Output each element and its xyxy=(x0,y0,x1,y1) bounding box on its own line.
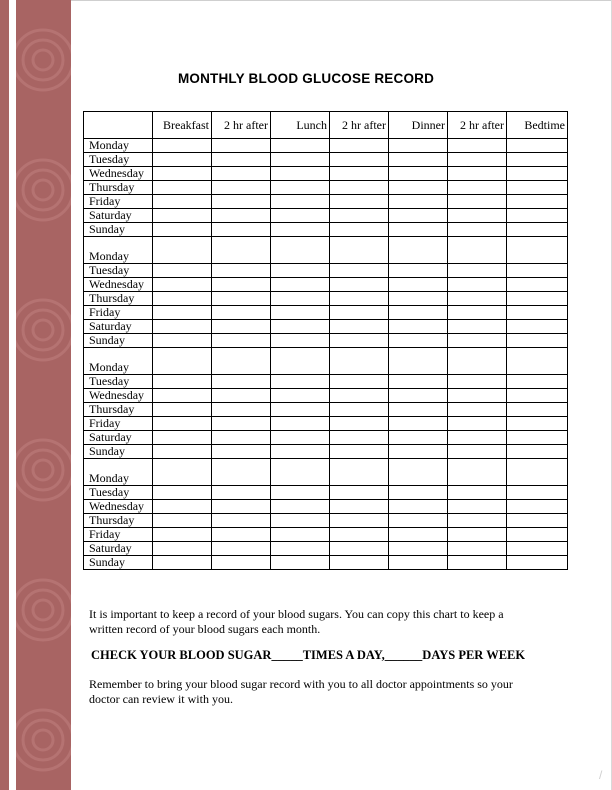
day-label: Thursday xyxy=(84,514,153,528)
entry-cell xyxy=(507,459,568,486)
column-header-dinner: Dinner xyxy=(389,112,448,139)
entry-cell xyxy=(330,306,389,320)
table-row xyxy=(84,237,568,264)
entry-cell xyxy=(271,459,330,486)
entry-cell xyxy=(271,389,330,403)
check-frequency-line: CHECK YOUR BLOOD SUGAR_____TIMES A DAY,______DAYS PER WEEK xyxy=(91,648,526,662)
entry-cell xyxy=(153,500,212,514)
entry-cell xyxy=(389,556,448,570)
entry-cell xyxy=(212,486,271,500)
entry-cell xyxy=(153,181,212,195)
decorative-stripe-gap xyxy=(9,0,16,790)
column-header-2hr-after-dinner: 2 hr after xyxy=(448,112,507,139)
entry-cell xyxy=(448,459,507,486)
entry-cell xyxy=(271,264,330,278)
entry-cell xyxy=(448,431,507,445)
entry-cell xyxy=(212,528,271,542)
table-row xyxy=(84,542,568,556)
table-row xyxy=(84,306,568,320)
entry-cell xyxy=(212,153,271,167)
entry-cell xyxy=(212,348,271,375)
entry-cell xyxy=(271,320,330,334)
entry-cell xyxy=(389,445,448,459)
entry-cell xyxy=(271,334,330,348)
entry-cell xyxy=(507,500,568,514)
column-header-breakfast: Breakfast xyxy=(153,112,212,139)
entry-cell xyxy=(153,195,212,209)
table-row xyxy=(84,320,568,334)
entry-cell xyxy=(448,389,507,403)
entry-cell xyxy=(507,556,568,570)
entry-cell xyxy=(507,264,568,278)
entry-cell xyxy=(330,223,389,237)
entry-cell xyxy=(389,348,448,375)
entry-cell xyxy=(448,500,507,514)
day-label: Monday xyxy=(84,237,153,264)
entry-cell xyxy=(153,237,212,264)
intro-line: written record of your blood sugars each month. xyxy=(89,622,321,636)
reminder-line: Remember to bring your blood sugar record with you to all doctor appointments so your xyxy=(89,677,513,691)
entry-cell xyxy=(448,320,507,334)
day-label: Monday xyxy=(84,459,153,486)
table-row xyxy=(84,139,568,153)
entry-cell xyxy=(153,403,212,417)
day-label: Sunday xyxy=(84,334,153,348)
entry-cell xyxy=(212,306,271,320)
entry-cell xyxy=(448,306,507,320)
entry-cell xyxy=(271,528,330,542)
entry-cell xyxy=(330,556,389,570)
table-row xyxy=(84,348,568,375)
entry-cell xyxy=(389,486,448,500)
entry-cell xyxy=(448,209,507,223)
entry-cell xyxy=(507,292,568,306)
entry-cell xyxy=(330,139,389,153)
table-row xyxy=(84,167,568,181)
entry-cell xyxy=(389,375,448,389)
column-header-2hr-after-lunch: 2 hr after xyxy=(330,112,389,139)
column-header-lunch: Lunch xyxy=(271,112,330,139)
table-row xyxy=(84,223,568,237)
entry-cell xyxy=(389,195,448,209)
entry-cell xyxy=(389,223,448,237)
table-row xyxy=(84,459,568,486)
entry-cell xyxy=(389,264,448,278)
table-row xyxy=(84,389,568,403)
entry-cell xyxy=(507,167,568,181)
entry-cell xyxy=(153,278,212,292)
entry-cell xyxy=(507,181,568,195)
entry-cell xyxy=(330,486,389,500)
entry-cell xyxy=(271,431,330,445)
entry-cell xyxy=(212,431,271,445)
table-row xyxy=(84,264,568,278)
entry-cell xyxy=(271,403,330,417)
entry-cell xyxy=(448,445,507,459)
entry-cell xyxy=(389,431,448,445)
entry-cell xyxy=(212,459,271,486)
entry-cell xyxy=(448,264,507,278)
entry-cell xyxy=(389,209,448,223)
entry-cell xyxy=(507,278,568,292)
day-label: Friday xyxy=(84,528,153,542)
day-label: Wednesday xyxy=(84,389,153,403)
entry-cell xyxy=(507,223,568,237)
entry-cell xyxy=(271,209,330,223)
entry-cell xyxy=(271,181,330,195)
entry-cell xyxy=(330,264,389,278)
table-row xyxy=(84,292,568,306)
entry-cell xyxy=(389,278,448,292)
entry-cell xyxy=(271,237,330,264)
entry-cell xyxy=(212,320,271,334)
entry-cell xyxy=(212,445,271,459)
table-row xyxy=(84,556,568,570)
entry-cell xyxy=(153,167,212,181)
day-label: Wednesday xyxy=(84,278,153,292)
table-row xyxy=(84,445,568,459)
entry-cell xyxy=(271,139,330,153)
day-label: Wednesday xyxy=(84,167,153,181)
entry-cell xyxy=(153,514,212,528)
entry-cell xyxy=(271,445,330,459)
entry-cell xyxy=(507,139,568,153)
page-title: MONTHLY BLOOD GLUCOSE RECORD xyxy=(177,71,435,86)
entry-cell xyxy=(330,514,389,528)
entry-cell xyxy=(271,556,330,570)
entry-cell xyxy=(448,542,507,556)
entry-cell xyxy=(389,237,448,264)
entry-cell xyxy=(507,237,568,264)
glucose-record-table xyxy=(83,111,568,570)
entry-cell xyxy=(330,181,389,195)
table-row xyxy=(84,375,568,389)
entry-cell xyxy=(389,181,448,195)
entry-cell xyxy=(153,417,212,431)
entry-cell xyxy=(507,389,568,403)
table-row xyxy=(84,514,568,528)
entry-cell xyxy=(153,528,212,542)
entry-cell xyxy=(507,334,568,348)
entry-cell xyxy=(330,389,389,403)
entry-cell xyxy=(448,348,507,375)
entry-cell xyxy=(271,223,330,237)
day-label: Thursday xyxy=(84,403,153,417)
swirl-pattern-icon xyxy=(16,0,71,790)
entry-cell xyxy=(330,278,389,292)
entry-cell xyxy=(330,459,389,486)
entry-cell xyxy=(212,542,271,556)
entry-cell xyxy=(507,514,568,528)
entry-cell xyxy=(271,306,330,320)
entry-cell xyxy=(448,181,507,195)
entry-cell xyxy=(212,403,271,417)
entry-cell xyxy=(153,348,212,375)
entry-cell xyxy=(153,556,212,570)
day-label: Friday xyxy=(84,195,153,209)
entry-cell xyxy=(448,278,507,292)
table-header-row xyxy=(84,112,568,139)
entry-cell xyxy=(389,417,448,431)
entry-cell xyxy=(330,348,389,375)
entry-cell xyxy=(448,153,507,167)
entry-cell xyxy=(389,389,448,403)
reminder-line: doctor can review it with you. xyxy=(89,692,233,706)
entry-cell xyxy=(153,542,212,556)
day-label: Saturday xyxy=(84,209,153,223)
column-header-day xyxy=(84,112,153,139)
entry-cell xyxy=(330,209,389,223)
entry-cell xyxy=(271,153,330,167)
entry-cell xyxy=(507,528,568,542)
day-label: Monday xyxy=(84,348,153,375)
entry-cell xyxy=(448,237,507,264)
day-label: Thursday xyxy=(84,292,153,306)
table-row xyxy=(84,486,568,500)
entry-cell xyxy=(212,139,271,153)
entry-cell xyxy=(271,514,330,528)
entry-cell xyxy=(212,292,271,306)
day-label: Sunday xyxy=(84,556,153,570)
entry-cell xyxy=(389,292,448,306)
reminder-paragraph xyxy=(89,677,539,707)
entry-cell xyxy=(330,237,389,264)
entry-cell xyxy=(448,556,507,570)
entry-cell xyxy=(212,181,271,195)
table-row xyxy=(84,278,568,292)
day-label: Friday xyxy=(84,417,153,431)
entry-cell xyxy=(507,417,568,431)
entry-cell xyxy=(153,320,212,334)
entry-cell xyxy=(448,167,507,181)
entry-cell xyxy=(330,403,389,417)
entry-cell xyxy=(389,500,448,514)
table-row xyxy=(84,417,568,431)
entry-cell xyxy=(507,375,568,389)
entry-cell xyxy=(448,528,507,542)
entry-cell xyxy=(153,486,212,500)
day-label: Sunday xyxy=(84,223,153,237)
table-row xyxy=(84,431,568,445)
table-row xyxy=(84,209,568,223)
entry-cell xyxy=(507,195,568,209)
entry-cell xyxy=(153,139,212,153)
entry-cell xyxy=(389,306,448,320)
entry-cell xyxy=(448,292,507,306)
entry-cell xyxy=(507,153,568,167)
entry-cell xyxy=(389,320,448,334)
entry-cell xyxy=(389,528,448,542)
entry-cell xyxy=(330,153,389,167)
entry-cell xyxy=(507,306,568,320)
entry-cell xyxy=(330,528,389,542)
entry-cell xyxy=(153,445,212,459)
entry-cell xyxy=(153,153,212,167)
day-label: Saturday xyxy=(84,431,153,445)
entry-cell xyxy=(153,306,212,320)
entry-cell xyxy=(271,417,330,431)
entry-cell xyxy=(212,375,271,389)
entry-cell xyxy=(507,542,568,556)
day-label: Tuesday xyxy=(84,375,153,389)
page-corner-mark-icon: / xyxy=(599,768,603,782)
entry-cell xyxy=(389,542,448,556)
entry-cell xyxy=(153,375,212,389)
entry-cell xyxy=(271,348,330,375)
entry-cell xyxy=(330,445,389,459)
entry-cell xyxy=(389,153,448,167)
day-label: Saturday xyxy=(84,320,153,334)
entry-cell xyxy=(507,445,568,459)
entry-cell xyxy=(271,486,330,500)
entry-cell xyxy=(271,278,330,292)
entry-cell xyxy=(448,139,507,153)
entry-cell xyxy=(212,556,271,570)
table-row xyxy=(84,153,568,167)
entry-cell xyxy=(448,486,507,500)
entry-cell xyxy=(389,403,448,417)
entry-cell xyxy=(389,167,448,181)
entry-cell xyxy=(153,459,212,486)
entry-cell xyxy=(153,223,212,237)
day-label: Tuesday xyxy=(84,153,153,167)
entry-cell xyxy=(330,375,389,389)
entry-cell xyxy=(212,264,271,278)
intro-paragraph xyxy=(89,607,539,637)
entry-cell xyxy=(507,320,568,334)
entry-cell xyxy=(507,348,568,375)
entry-cell xyxy=(330,431,389,445)
table-row xyxy=(84,528,568,542)
entry-cell xyxy=(271,167,330,181)
day-label: Tuesday xyxy=(84,264,153,278)
entry-cell xyxy=(507,486,568,500)
entry-cell xyxy=(212,334,271,348)
day-label: Thursday xyxy=(84,181,153,195)
entry-cell xyxy=(507,209,568,223)
entry-cell xyxy=(448,403,507,417)
day-label: Friday xyxy=(84,306,153,320)
column-header-2hr-after-breakfast: 2 hr after xyxy=(212,112,271,139)
entry-cell xyxy=(330,334,389,348)
table-row xyxy=(84,334,568,348)
entry-cell xyxy=(153,292,212,306)
entry-cell xyxy=(389,139,448,153)
entry-cell xyxy=(330,500,389,514)
entry-cell xyxy=(330,320,389,334)
entry-cell xyxy=(271,375,330,389)
entry-cell xyxy=(212,417,271,431)
table-row xyxy=(84,500,568,514)
decorative-side-stripe xyxy=(0,0,9,790)
entry-cell xyxy=(330,195,389,209)
entry-cell xyxy=(271,542,330,556)
entry-cell xyxy=(448,334,507,348)
entry-cell xyxy=(389,514,448,528)
table-body xyxy=(84,139,568,570)
entry-cell xyxy=(153,431,212,445)
entry-cell xyxy=(389,334,448,348)
entry-cell xyxy=(330,417,389,431)
entry-cell xyxy=(330,292,389,306)
intro-line: It is important to keep a record of your blood sugars. You can copy this chart to keep a xyxy=(89,607,504,621)
entry-cell xyxy=(389,459,448,486)
entry-cell xyxy=(271,500,330,514)
table-row xyxy=(84,195,568,209)
entry-cell xyxy=(448,195,507,209)
entry-cell xyxy=(212,514,271,528)
entry-cell xyxy=(448,375,507,389)
day-label: Tuesday xyxy=(84,486,153,500)
page-top-border xyxy=(0,0,612,1)
entry-cell xyxy=(271,292,330,306)
entry-cell xyxy=(212,195,271,209)
entry-cell xyxy=(330,167,389,181)
entry-cell xyxy=(153,389,212,403)
entry-cell xyxy=(212,278,271,292)
table-row xyxy=(84,403,568,417)
entry-cell xyxy=(330,542,389,556)
entry-cell xyxy=(153,209,212,223)
entry-cell xyxy=(448,223,507,237)
entry-cell xyxy=(448,417,507,431)
entry-cell xyxy=(212,389,271,403)
entry-cell xyxy=(212,167,271,181)
day-label: Saturday xyxy=(84,542,153,556)
table-row xyxy=(84,181,568,195)
column-header-bedtime: Bedtime xyxy=(507,112,568,139)
entry-cell xyxy=(212,223,271,237)
entry-cell xyxy=(507,403,568,417)
entry-cell xyxy=(212,237,271,264)
entry-cell xyxy=(212,209,271,223)
entry-cell xyxy=(153,264,212,278)
day-label: Wednesday xyxy=(84,500,153,514)
day-label: Sunday xyxy=(84,445,153,459)
entry-cell xyxy=(153,334,212,348)
entry-cell xyxy=(271,195,330,209)
entry-cell xyxy=(507,431,568,445)
day-label: Monday xyxy=(84,139,153,153)
entry-cell xyxy=(448,514,507,528)
entry-cell xyxy=(212,500,271,514)
decorative-side-band xyxy=(16,0,71,790)
